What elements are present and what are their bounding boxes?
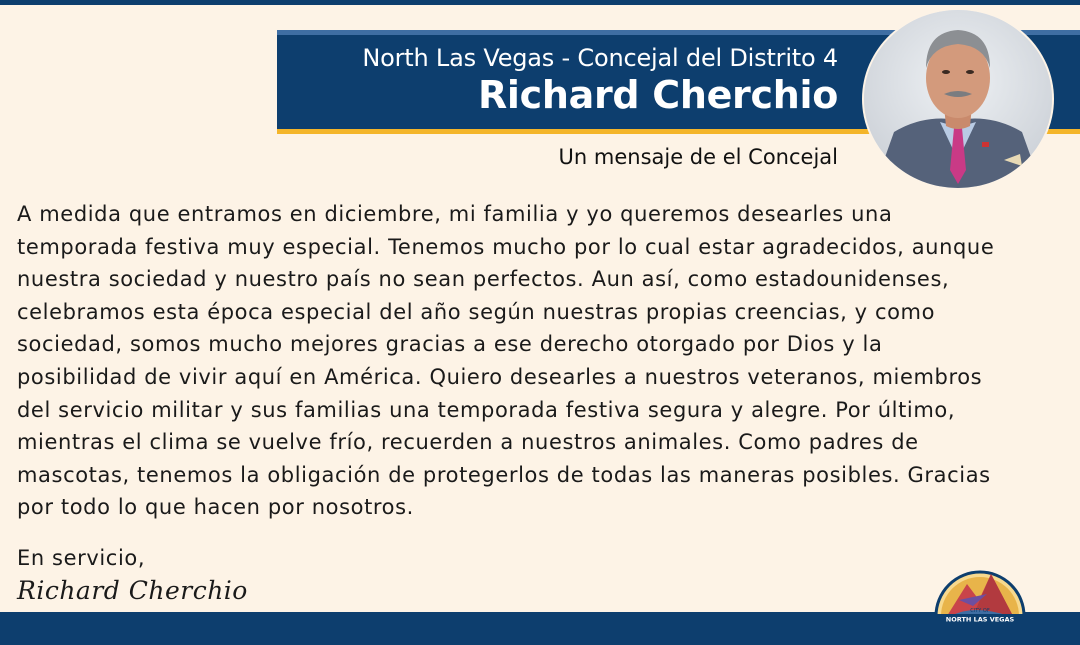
message-line: A medida que entramos en diciembre, mi familia y yo queremos desearles una	[17, 202, 893, 226]
councilman-name: Richard Cherchio	[477, 73, 838, 117]
closing-salutation: En servicio,	[17, 546, 146, 570]
logo-line1: CITY OF	[970, 608, 990, 614]
city-logo	[933, 560, 1027, 624]
message-line: posibilidad de vivir aquí en América. Quiero desearles a nuestros veteranos, miembros	[17, 364, 983, 389]
city-logo-icon	[933, 560, 1027, 624]
message-line: del servicio militar y sus familias una temporada festiva segura y alegre. Por último,	[17, 397, 956, 422]
message-line: celebramos esta época especial del año según nuestras propias creencias, y como	[17, 299, 936, 324]
message-body	[17, 198, 1067, 524]
message-line: sociedad, somos mucho mejores gracias a ese derecho otorgado por Dios y la	[17, 332, 883, 357]
message-line: temporada festiva muy especial. Tenemos mucho por lo cual estar agradecidos, aunque	[17, 234, 995, 259]
header-subtitle: North Las Vegas - Concejal del Distrito 4	[362, 44, 838, 72]
councilman-portrait-icon	[864, 10, 1052, 188]
message-caption: Un mensaje de el Concejal	[558, 145, 838, 169]
portrait-photo	[864, 10, 1052, 188]
message-line: mascotas, tenemos la obligación de protegerlos de todas las maneras posibles. Gracias	[17, 462, 991, 487]
logo-line2: NORTH LAS VEGAS	[945, 615, 1015, 624]
message-line: mientras el clima se vuelve frío, recuerden a nuestros animales. Como padres de	[17, 430, 919, 455]
signature: Richard Cherchio	[17, 576, 248, 605]
bottom-border	[0, 612, 1080, 645]
message-line: por todo lo que hacen por nosotros.	[17, 495, 414, 520]
message-line: nuestra sociedad y nuestro país no sean perfectos. Aun así, como estadounidenses,	[17, 267, 950, 292]
top-border	[0, 0, 1080, 5]
